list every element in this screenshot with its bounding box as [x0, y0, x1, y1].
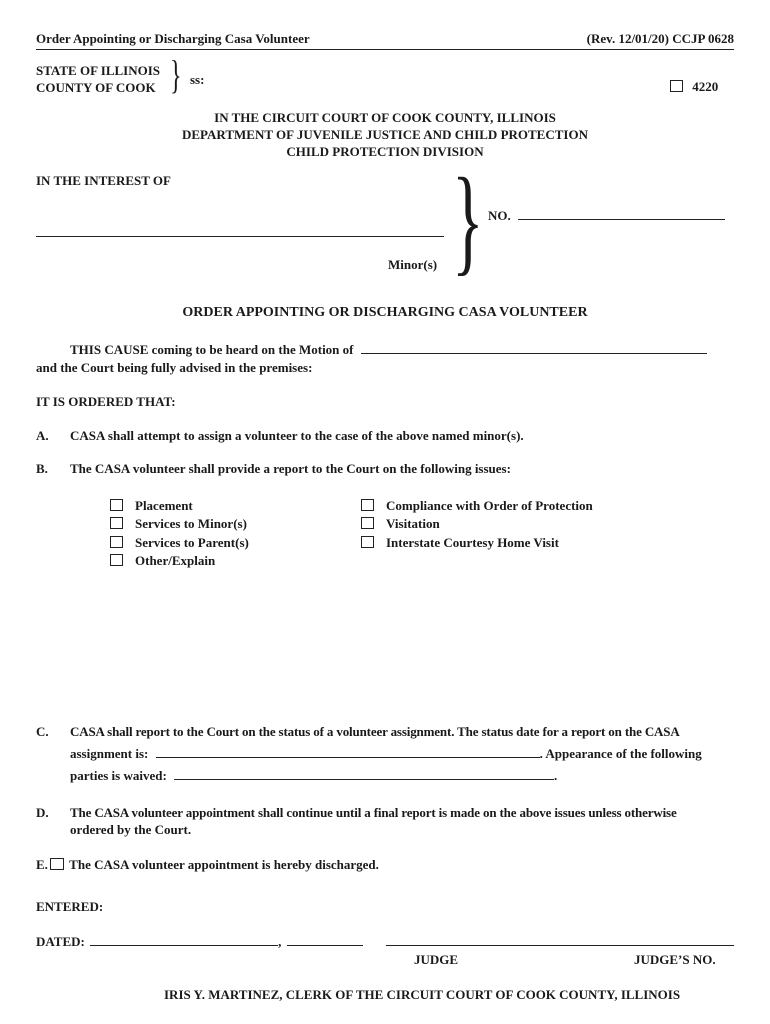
issue-item [361, 515, 593, 533]
issue-checkbox[interactable] [110, 517, 123, 529]
order-title: ORDER APPOINTING OR DISCHARGING CASA VOLUNTEER [182, 305, 588, 320]
item-b-text: The CASA volunteer shall provide a report to the Court on the following issues: [70, 461, 511, 476]
issue-item [110, 515, 249, 533]
item-e [36, 857, 379, 873]
dated-label: DATED: [36, 934, 85, 949]
code-checkbox[interactable] [670, 80, 683, 92]
county-label: COUNTY OF COOK [36, 80, 156, 95]
issue-item [361, 497, 593, 515]
ss-label: ss: [190, 72, 205, 87]
issue-item [361, 534, 593, 552]
interest-of-label: IN THE INTEREST OF [36, 173, 171, 188]
issue-item [110, 534, 249, 552]
court-line-3: CHILD PROTECTION DIVISION [286, 144, 484, 159]
waived-label: parties is waived: [70, 768, 167, 783]
court-line-1: IN THE CIRCUIT COURT OF COOK COUNTY, ILLINOIS [214, 110, 556, 125]
judge-signature-line[interactable] [386, 945, 734, 946]
clerk-footer: IRIS Y. MARTINEZ, CLERK OF THE CIRCUIT COURT OF COOK COUNTY, ILLINOIS [164, 987, 681, 1002]
item-c-letter: C. [36, 724, 49, 739]
header-rule [36, 49, 734, 50]
code-label: 4220 [692, 79, 719, 94]
item-a-text: CASA shall attempt to assign a volunteer to the case of the above named minor(s). [70, 428, 524, 443]
appearance-text: . Appearance of the following [539, 746, 702, 761]
item-e-letter: E. [36, 857, 48, 872]
year-line[interactable] [287, 934, 363, 946]
motion-of-line[interactable] [361, 342, 707, 354]
revision-code: (Rev. 12/01/20) CCJP 0628 [586, 31, 734, 46]
minor-name-line[interactable] [36, 236, 444, 237]
intro-line-1 [70, 342, 707, 358]
item-c-line-1: CASA shall report to the Court on the status of a volunteer assignment. The status date for a report on the CASA [70, 724, 680, 739]
case-number-field [488, 208, 725, 224]
judge-no-label: JUDGE’S NO. [634, 952, 716, 967]
issue-checkbox[interactable] [110, 499, 123, 511]
item-c-line-2 [70, 746, 702, 762]
parties-waived-line[interactable] [174, 768, 554, 780]
discharge-checkbox[interactable] [50, 858, 64, 870]
issue-checkbox[interactable] [110, 536, 123, 548]
court-line-2: DEPARTMENT OF JUVENILE JUSTICE AND CHILD PROTECTION [182, 127, 588, 142]
item-d-letter: D. [36, 805, 49, 820]
date-line[interactable] [90, 934, 278, 946]
ordered-heading: IT IS ORDERED THAT: [36, 394, 176, 409]
issues-left-list [110, 497, 249, 570]
item-c-line-3 [70, 768, 557, 784]
waived-period: . [554, 768, 558, 783]
form-title: Order Appointing or Discharging Casa Volunteer [36, 31, 310, 46]
issue-item [110, 497, 249, 515]
form-code [670, 79, 718, 95]
item-d-line-1: The CASA volunteer appointment shall continue until a final report is made on the above issues unless otherwise [70, 805, 677, 820]
entered-label: ENTERED: [36, 899, 104, 914]
issues-right-list [361, 497, 593, 552]
minors-label: Minor(s) [388, 257, 438, 272]
intro-text: THIS CAUSE coming to be heard on the Motion of [70, 342, 354, 357]
issue-checkbox[interactable] [110, 554, 123, 566]
issue-label: Visitation [386, 516, 440, 532]
assignment-label: assignment is: [70, 746, 149, 761]
issue-label: Other/Explain [135, 552, 216, 568]
item-a-letter: A. [36, 428, 49, 443]
item-d-line-2: ordered by the Court. [70, 822, 192, 837]
state-label: STATE OF ILLINOIS [36, 63, 161, 78]
dated-comma: , [278, 934, 282, 949]
issue-checkbox[interactable] [361, 536, 374, 548]
intro-line-2: and the Court being fully advised in the premises: [36, 360, 313, 375]
dated-field [36, 934, 363, 950]
issue-label: Placement [135, 498, 193, 513]
issue-label: Compliance with Order of Protection [386, 498, 593, 513]
item-b-letter: B. [36, 461, 48, 476]
caption-brace: } [452, 153, 484, 286]
issue-checkbox[interactable] [361, 517, 374, 529]
status-date-line[interactable] [156, 746, 540, 758]
case-number-line[interactable] [518, 208, 725, 220]
item-e-text: The CASA volunteer appointment is hereby discharged. [69, 857, 379, 872]
issue-label: Services to Minor(s) [135, 516, 247, 532]
issue-item [110, 552, 249, 570]
judge-label: JUDGE [414, 952, 459, 967]
venue-brace: } [170, 52, 182, 97]
issue-checkbox[interactable] [361, 499, 374, 511]
issue-label: Services to Parent(s) [135, 534, 249, 550]
case-no-label: NO. [488, 208, 511, 223]
issue-label: Interstate Courtesy Home Visit [386, 534, 559, 550]
